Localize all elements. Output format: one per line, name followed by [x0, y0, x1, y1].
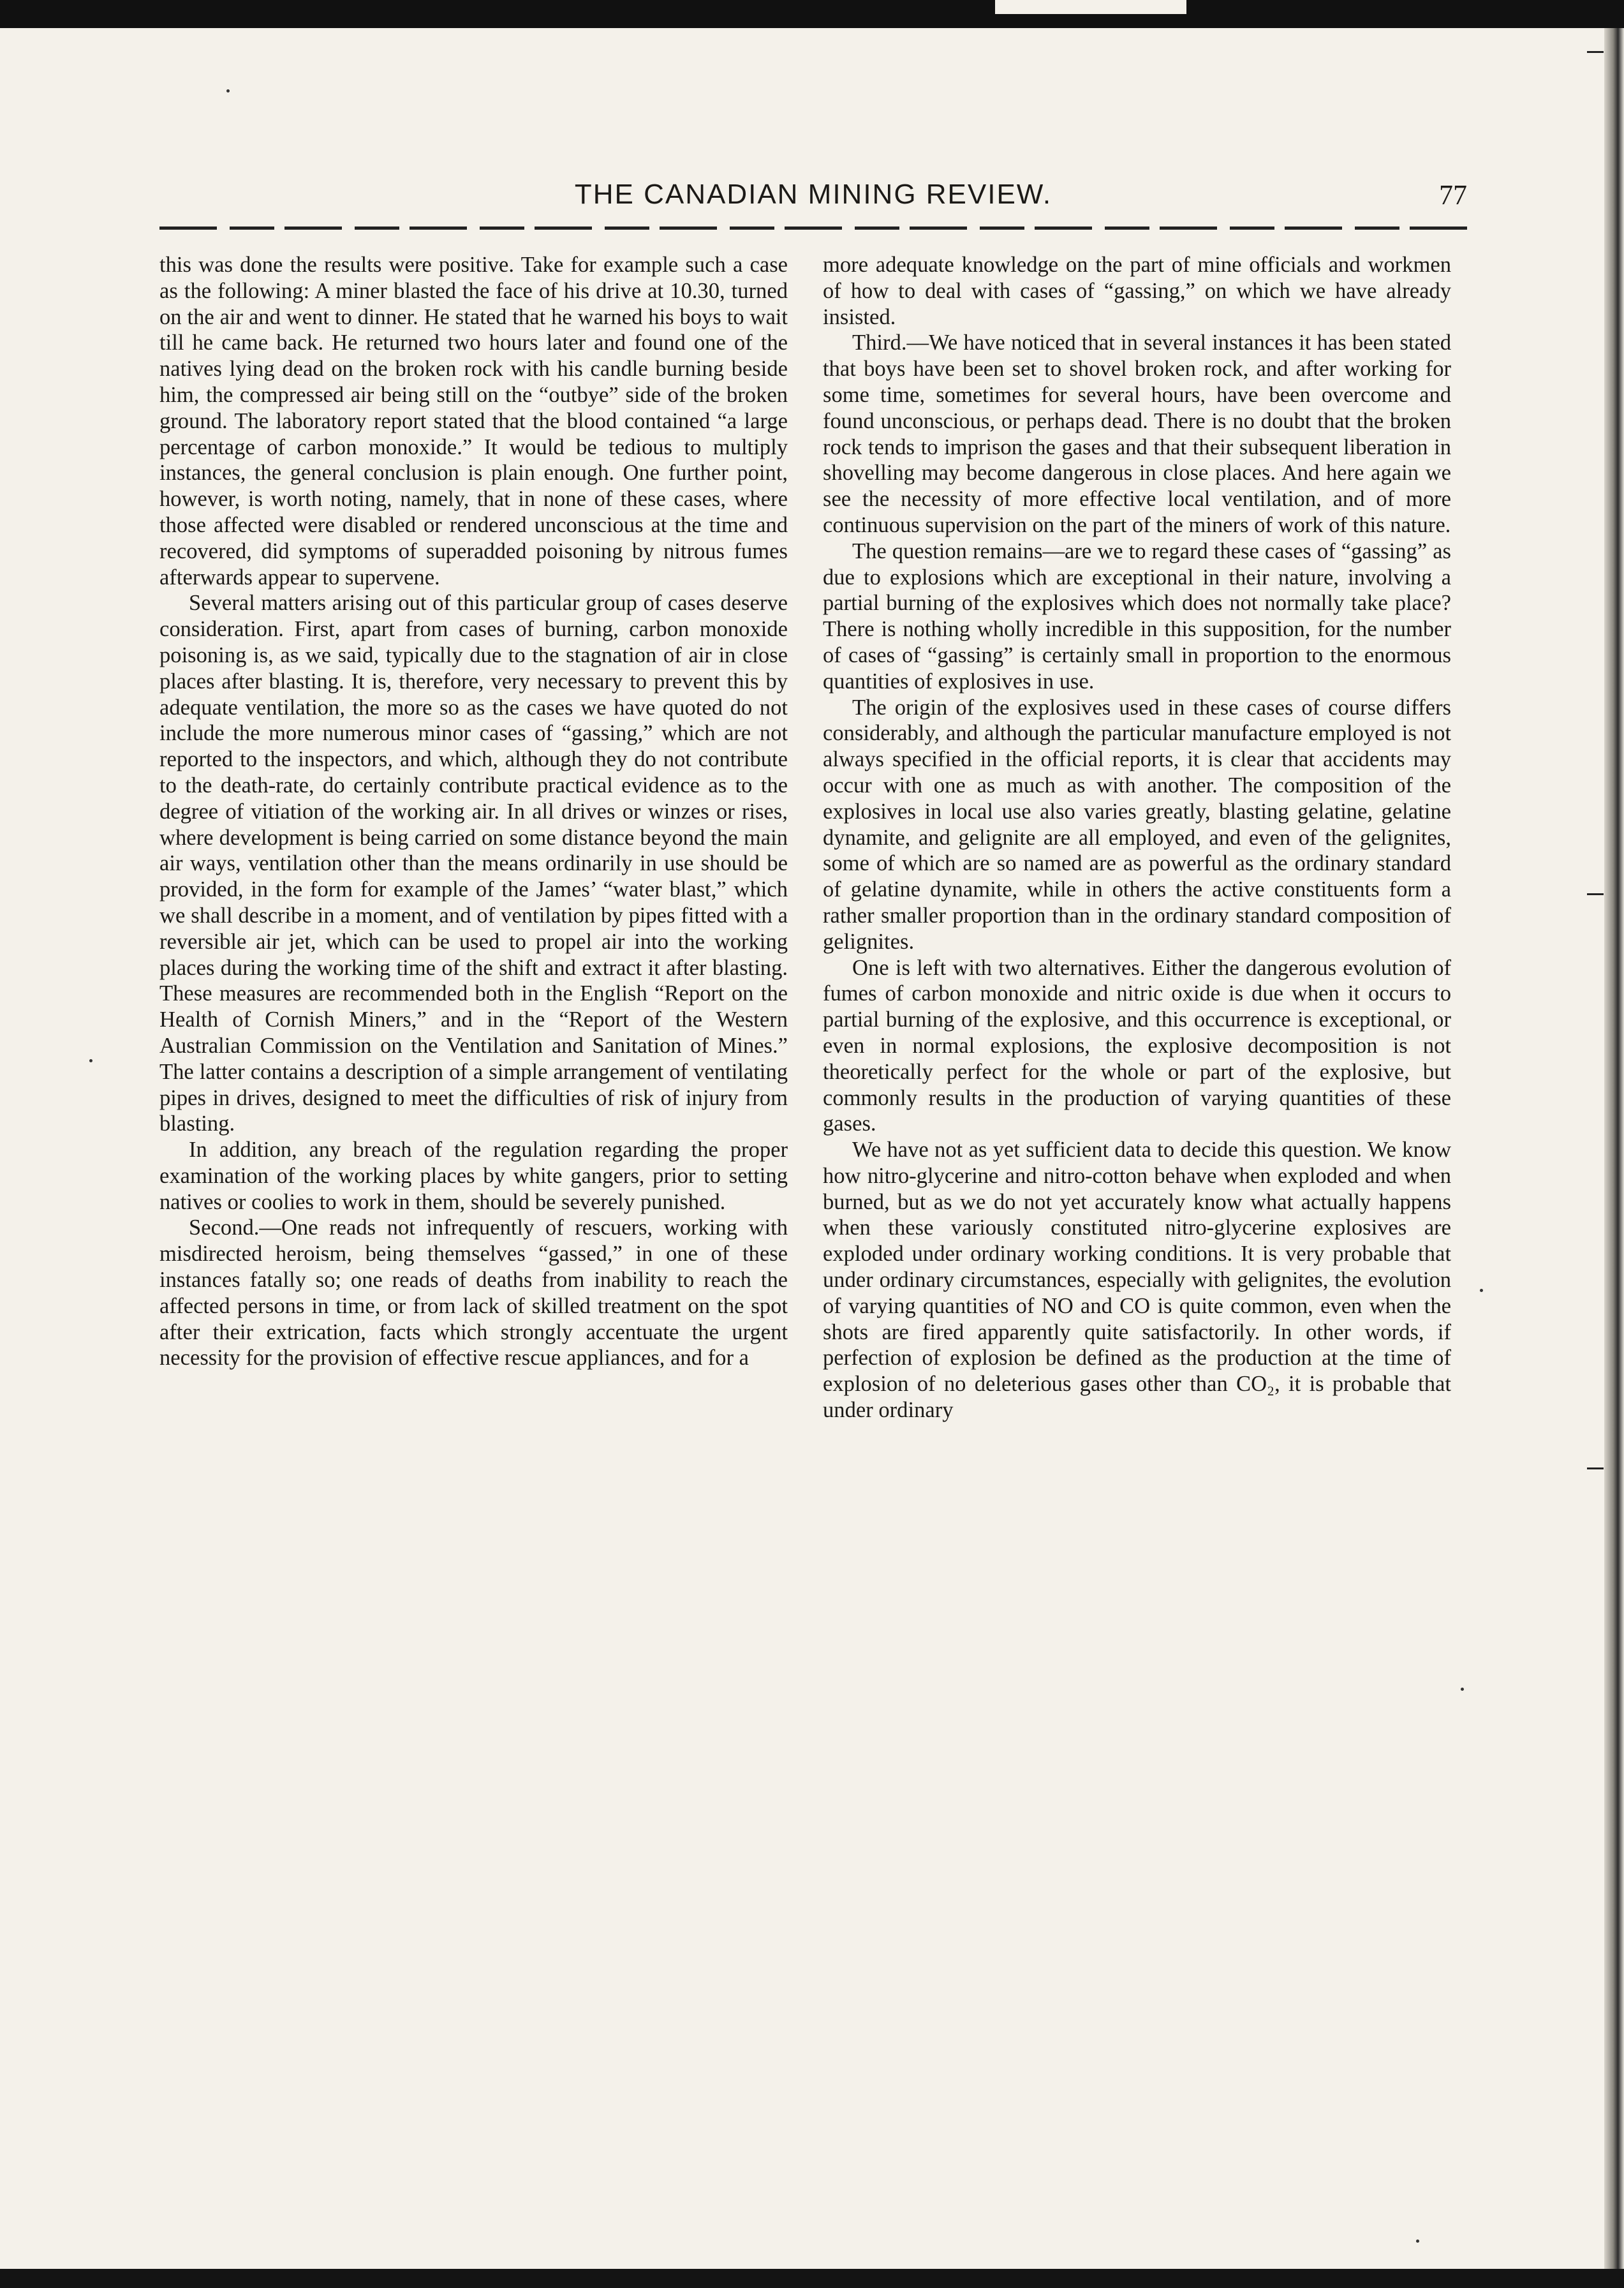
- scan-edge-mark: [1587, 1467, 1604, 1469]
- header-rule: [159, 227, 1467, 230]
- scan-speck: [1461, 1688, 1464, 1691]
- paragraph: Third.—We have noticed that in several instances it has been stated that boys have been set to shovel broken rock, and after working for some time, sometimes for several hours, have been overcome and found unconscious, or perhaps dead. There is no doubt that the broken rock tends to imprison the gases and that their subsequent liberation in shovelling may become dangerous in close places. And here again we see the necessity of more effective local ventilation, and of more continuous supervision on the part of the miners of work of this nature.: [823, 331, 1451, 537]
- paragraph: One is left with two alternatives. Either the dangerous evolution of fumes of carbon monoxide and nitric oxide is due when it occurs to partial burning of the explosive, and this occurrence is exceptional, or even in normal explosions, the explosive decomposition is not theoretically perfect for the whole or part of the explosive, but commonly results in the production of varying quantities of these gases.: [823, 955, 1451, 1136]
- page-number: 77: [1439, 179, 1467, 211]
- paragraph: The question remains—are we to regard these cases of “gassing” as due to explosions which are exceptional in their nature, involving a partial burning of the explosives which does not normally take place? There is nothing wholly incredible in this supposition, for the number of cases of “gassing” is certainly small in proportion to the enormous quantities of explosives in use.: [823, 539, 1451, 694]
- paragraph: The origin of the explosives used in these cases of course differs considerably, and although the particular manufacture employed is not always specified in the official reports, it is clear that accidents may occur with one as much as with another. The composition of the explosives in local use also varies greatly, blasting gelatine, gelatine dynamite, and gelignite are all employed, and even of the gelignites, some of which are so named are as powerful as the ordinary standard of gelatine dynamite, while in others the active constituents form a rather smaller proportion than in the ordinary standard composition of gelignites.: [823, 695, 1451, 954]
- scan-edge-mark: [1587, 51, 1604, 53]
- right-column: [823, 252, 1451, 1423]
- scan-top-border-gap: [995, 0, 1186, 14]
- page-header: [159, 179, 1467, 217]
- paragraph: this was done the results were positive. Take for example such a case as the following: A miner blasted the face of his drive at 10.30, turned on the air and went to dinner. He stated that he warned his boys to wait till he came back. He returned two hours later and found one of the natives lying dead on the broken rock with his candle burning beside him, the compressed air being still on the “outbye” side of the broken ground. The laboratory report stated that the blood contained “a large percentage of carbon monoxide.” It would be tedious to multiply instances, the general conclusion is plain enough. One further point, however, is worth noting, namely, that in none of these cases, where those affected were disabled or rendered unconscious at the time and recovered, did symptoms of superadded poisoning by nitrous fumes afterwards appear to supervene.: [159, 253, 788, 590]
- scan-speck: [1416, 2240, 1419, 2243]
- paragraph: We have not as yet sufficient data to decide this question. We know how nitro-glycerine and nitro-cotton behave when exploded and when burned, but as we do not yet accurately know what actually happens when these variously constituted nitro-glycerine explosives are exploded under ordinary working conditions. It is very probable that under ordinary circumstances, especially with gelignites, the evolution of varying quantities of NO and CO is quite common, even when the shots are fired apparently quite satisfactorily. In other words, if perfection of explosion be defined as the production at the time of explosion of no deleterious gases other than CO₂, it is probable that under ordinary: [823, 1138, 1451, 1423]
- running-title: THE CANADIAN MINING REVIEW.: [574, 179, 1052, 210]
- scan-speck: [1480, 1289, 1483, 1292]
- scan-speck: [226, 89, 230, 93]
- paragraph: more adequate knowledge on the part of mine officials and workmen of how to deal with cases of “gassing,” on which we have already insisted.: [823, 253, 1451, 329]
- scan-top-border: [0, 0, 1624, 28]
- scan-right-edge: [1604, 28, 1624, 2269]
- left-column: [159, 252, 788, 1371]
- scan-bottom-border: [0, 2269, 1624, 2288]
- scan-speck: [89, 1059, 92, 1062]
- paragraph: Several matters arising out of this particular group of cases deserve consideration. First, apart from cases of burning, carbon monoxide poisoning is, as we said, typically due to the stagnation of air in close places after blasting. It is, therefore, very necessary to prevent this by adequate ventilation, the more so as the cases we have quoted do not include the more numerous minor cases of “gassing,” which are not reported to the inspectors, and which, although they do not contribute to the death-rate, do certainly contribute practical evidence as to the degree of vitiation of the working air. In all drives or winzes or rises, where development is being carried on some distance beyond the main air ways, ventilation other than the means ordinarily in use should be provided, in the form for example of the James’ “water blast,” which we shall describe in a moment, and of ventilation by pipes fitted with a reversible air jet, which can be used to propel air into the working places during the working time of the shift and extract it after blasting. These measures are recommended both in the English “Report on the Health of Cornish Miners,” and in the “Report of the Western Australian Commission on the Ventilation and Sanitation of Mines.” The latter contains a description of a simple arrangement of ventilating pipes in drives, designed to meet the difficulties of risk of injury from blasting.: [159, 591, 788, 1136]
- scan-edge-mark: [1587, 893, 1604, 895]
- paragraph: In addition, any breach of the regulation regarding the proper examination of the working places by white gangers, prior to setting natives or coolies to work in them, should be severely punished.: [159, 1138, 788, 1214]
- paragraph: Second.—One reads not infrequently of rescuers, working with misdirected heroism, being themselves “gassed,” in one of these instances fatally so; one reads of deaths from inability to reach the affected persons in time, or from lack of skilled treatment on the spot after their extrication, facts which strongly accentuate the urgent necessity for the provision of effective rescue appliances, and for a: [159, 1215, 788, 1371]
